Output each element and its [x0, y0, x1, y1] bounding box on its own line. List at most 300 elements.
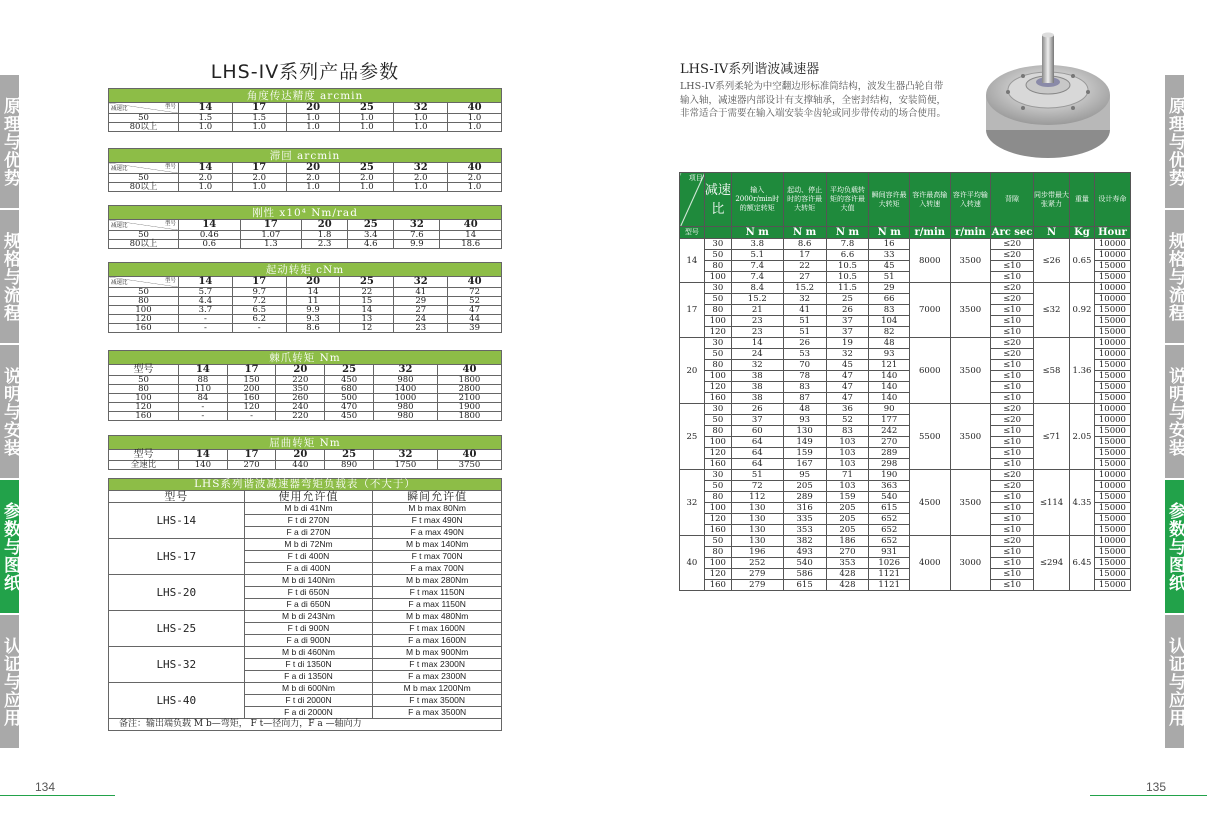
perf-cell: 279 — [731, 580, 783, 591]
life-cell: 15000 — [1094, 272, 1130, 283]
table-cell: 140 — [179, 461, 228, 470]
weight-cell: 2.05 — [1070, 404, 1095, 470]
life-cell: 15000 — [1094, 514, 1130, 525]
backlash-cell: ≤10 — [991, 558, 1034, 569]
perf-cell: 72 — [731, 481, 783, 492]
instant-value: F a max 3500N — [373, 707, 502, 719]
perf-cell: 26 — [826, 305, 869, 316]
table-cell: 160 — [109, 324, 179, 333]
life-cell: 15000 — [1094, 261, 1130, 272]
table-cell: 2.3 — [302, 240, 348, 249]
model-cell: 20 — [680, 338, 705, 404]
perf-cell: 87 — [783, 393, 826, 404]
col-header: 40 — [437, 365, 501, 376]
col-header: 25 — [340, 277, 394, 288]
page-number-right: 135 — [1146, 780, 1167, 794]
table-cell: - — [179, 412, 228, 421]
avg-speed-cell: 3000 — [950, 536, 991, 591]
perf-cell: 252 — [731, 558, 783, 569]
perf-cell: 48 — [783, 404, 826, 415]
perf-cell: 30 — [704, 470, 731, 481]
perf-cell: 80 — [704, 305, 731, 316]
col-header: 14 — [179, 220, 241, 231]
col-header: 40 — [448, 277, 502, 288]
col-header: 20 — [276, 450, 325, 461]
table-cell: 980 — [373, 412, 437, 421]
perf-cell: 100 — [704, 371, 731, 382]
table-cell: 220 — [276, 376, 325, 385]
param-table-title: 起动转矩 cNm — [109, 263, 502, 277]
table-cell: 9.7 — [232, 288, 286, 297]
table-cell: 1.0 — [394, 123, 448, 132]
table-cell: 14 — [286, 288, 340, 297]
perf-cell: 80 — [704, 360, 731, 371]
perf-cell: 14 — [731, 338, 783, 349]
instant-value: M b max 280Nm — [373, 575, 502, 587]
unit-cell: N — [1033, 227, 1069, 239]
perf-cell: 353 — [826, 558, 869, 569]
max-speed-cell: 4500 — [909, 470, 950, 536]
col-header: 14 — [179, 450, 228, 461]
table-cell: 1.0 — [232, 123, 286, 132]
moment-row — [109, 683, 502, 695]
perf-cell: 51 — [869, 272, 910, 283]
life-cell: 15000 — [1094, 371, 1130, 382]
diagonal-header: 型号 减速比 — [111, 104, 176, 112]
perf-cell: 83 — [783, 382, 826, 393]
table-cell: 15 — [340, 297, 394, 306]
table-cell: 88 — [179, 376, 228, 385]
perf-cell: 32 — [731, 360, 783, 371]
perf-cell: 21 — [731, 305, 783, 316]
perf-col-header: 同步带最大张紧力 — [1033, 173, 1069, 227]
product-description: LHS-IV系列柔轮为中空翻边形标准筒结构，波发生器凸轮自带输入轴，减速器内部设计有支撑轴承，全密封结构，安装简便，非常适合于需要在输入端安装伞齿轮或同步带传动的场合使用。 — [680, 81, 947, 119]
perf-cell: 1026 — [869, 558, 910, 569]
perf-cell: 140 — [869, 371, 910, 382]
moment-table-title: LHS系列谐波减速器弯矩负载表（不大于） — [109, 479, 502, 491]
table-cell: 11 — [286, 297, 340, 306]
perf-cell: 17 — [783, 250, 826, 261]
perf-cell: 130 — [731, 514, 783, 525]
backlash-cell: ≤20 — [991, 283, 1034, 294]
perf-cell: 83 — [869, 305, 910, 316]
backlash-cell: ≤10 — [991, 426, 1034, 437]
moment-col-header: 型号 — [109, 491, 245, 503]
col-header: 32 — [373, 450, 437, 461]
perf-cell: 80 — [704, 261, 731, 272]
table-cell: - — [227, 412, 276, 421]
perf-cell: 32 — [783, 294, 826, 305]
table-cell: 47 — [448, 306, 502, 315]
table-cell: 1.8 — [302, 231, 348, 240]
table-row — [109, 461, 502, 470]
param-table — [108, 148, 502, 192]
table-cell: 6.5 — [232, 306, 286, 315]
weight-cell: 1.36 — [1070, 338, 1095, 404]
moment-col-header: 使用允许值 — [244, 491, 373, 503]
belt-force-cell: ≤58 — [1033, 338, 1069, 404]
use-value: F a di 270N — [244, 527, 373, 539]
moment-model: LHS-32 — [109, 647, 245, 683]
table-cell: 220 — [276, 412, 325, 421]
col-header: 32 — [373, 365, 437, 376]
perf-cell: 24 — [731, 349, 783, 360]
table-cell: 50 — [109, 231, 179, 240]
instant-value: F t max 1600N — [373, 623, 502, 635]
param-table — [108, 262, 502, 333]
perf-row — [680, 338, 1131, 349]
perf-cell: 428 — [826, 569, 869, 580]
table-cell: 13 — [340, 315, 394, 324]
table-cell: 1.0 — [394, 183, 448, 192]
perf-cell: 7.8 — [826, 239, 869, 250]
life-cell: 15000 — [1094, 426, 1130, 437]
param-table — [108, 350, 502, 421]
perf-cell: 51 — [783, 327, 826, 338]
param-table — [108, 205, 502, 249]
col-header: 25 — [348, 220, 394, 231]
param-table — [108, 435, 502, 470]
right-page-title: LHS-IV系列谐波减速器 — [680, 62, 820, 77]
instant-value: F t max 2300N — [373, 659, 502, 671]
table-cell: 450 — [325, 376, 374, 385]
col-header: 17 — [232, 163, 286, 174]
table-cell: 9.9 — [394, 240, 440, 249]
perf-cell: 22 — [783, 261, 826, 272]
perf-cell: 1121 — [869, 569, 910, 580]
backlash-cell: ≤10 — [991, 547, 1034, 558]
perf-cell: 120 — [704, 514, 731, 525]
backlash-cell: ≤20 — [991, 239, 1034, 250]
perf-cell: 26 — [783, 338, 826, 349]
max-speed-cell: 7000 — [909, 283, 950, 338]
perf-cell: 428 — [826, 580, 869, 591]
perf-cell: 23 — [731, 327, 783, 338]
table-cell: 1.07 — [240, 231, 302, 240]
perf-cell: 5.1 — [731, 250, 783, 261]
tab-3[interactable]: 说明与安装 — [1165, 345, 1184, 480]
table-cell: 100 — [109, 394, 179, 403]
table-cell: 160 — [109, 412, 179, 421]
perf-col-header: 容许最高输入转速 — [909, 173, 950, 227]
perf-col-header: 背隙 — [991, 173, 1034, 227]
perf-cell: 242 — [869, 426, 910, 437]
instant-value: M b max 900Nm — [373, 647, 502, 659]
moment-model: LHS-25 — [109, 611, 245, 647]
life-cell: 15000 — [1094, 580, 1130, 591]
perf-cell: 100 — [704, 558, 731, 569]
perf-cell: 160 — [704, 580, 731, 591]
table-cell: 120 — [109, 315, 179, 324]
perf-cell: 120 — [704, 327, 731, 338]
life-cell: 10000 — [1094, 283, 1130, 294]
backlash-cell: ≤10 — [991, 261, 1034, 272]
tab-3[interactable]: 说明与安装 — [0, 345, 19, 480]
tab-2[interactable]: 规格与流程 — [1165, 210, 1184, 345]
perf-cell: 93 — [783, 415, 826, 426]
perf-cell: 66 — [869, 294, 910, 305]
table-cell: 1.0 — [286, 114, 340, 123]
perf-cell: 149 — [783, 437, 826, 448]
instant-value: F a max 1150N — [373, 599, 502, 611]
perf-row — [680, 470, 1131, 481]
col-header: 17 — [227, 450, 276, 461]
col-header: 20 — [286, 103, 340, 114]
perf-cell: 11.5 — [826, 283, 869, 294]
perf-cell: 27 — [783, 272, 826, 283]
avg-speed-cell: 3500 — [950, 404, 991, 470]
backlash-cell: ≤10 — [991, 316, 1034, 327]
model-cell: 25 — [680, 404, 705, 470]
table-cell: 980 — [373, 376, 437, 385]
life-cell: 15000 — [1094, 569, 1130, 580]
life-cell: 10000 — [1094, 481, 1130, 492]
use-value: M b di 41Nm — [244, 503, 373, 515]
backlash-cell: ≤10 — [991, 272, 1034, 283]
life-cell: 15000 — [1094, 327, 1130, 338]
table-cell: 2.0 — [340, 174, 394, 183]
moment-model: LHS-14 — [109, 503, 245, 539]
col-header: 14 — [179, 277, 233, 288]
table-row — [109, 324, 502, 333]
perf-cell: 100 — [704, 437, 731, 448]
perf-cell: 10.5 — [826, 272, 869, 283]
backlash-cell: ≤10 — [991, 360, 1034, 371]
instant-value: F t max 3500N — [373, 695, 502, 707]
table-cell: 1.0 — [340, 123, 394, 132]
use-value: M b di 72Nm — [244, 539, 373, 551]
perf-cell: 64 — [731, 448, 783, 459]
perf-cell: 37 — [826, 327, 869, 338]
unit-cell: Kg — [1070, 227, 1095, 239]
table-cell: 1000 — [373, 394, 437, 403]
perf-cell: 53 — [783, 349, 826, 360]
tab-4[interactable]: 参数与图纸 — [1165, 480, 1184, 615]
avg-speed-cell: 3500 — [950, 338, 991, 404]
perf-cell: 205 — [826, 514, 869, 525]
table-cell: 2.0 — [448, 174, 502, 183]
weight-cell: 0.92 — [1070, 283, 1095, 338]
table-cell: 1.0 — [448, 123, 502, 132]
table-cell: 50 — [109, 288, 179, 297]
col-header: 40 — [448, 163, 502, 174]
perf-row — [680, 536, 1131, 547]
table-cell: 1800 — [437, 376, 501, 385]
instant-value: M b max 140Nm — [373, 539, 502, 551]
instant-value: M b max 1200Nm — [373, 683, 502, 695]
perf-cell: 190 — [869, 470, 910, 481]
perf-cell: 120 — [704, 448, 731, 459]
perf-cell: 196 — [731, 547, 783, 558]
perf-cell: 160 — [704, 525, 731, 536]
table-cell: 100 — [109, 306, 179, 315]
backlash-cell: ≤10 — [991, 525, 1034, 536]
perf-cell: 205 — [826, 503, 869, 514]
backlash-cell: ≤10 — [991, 514, 1034, 525]
perf-cell: 6.6 — [826, 250, 869, 261]
perf-cell: 29 — [869, 283, 910, 294]
col-header: 14 — [179, 103, 233, 114]
tab-5[interactable]: 认证与应用 — [1165, 615, 1184, 750]
table-cell: 2.0 — [232, 174, 286, 183]
perf-col-header: 容许平均输入转速 — [950, 173, 991, 227]
perf-cell: 3.8 — [731, 239, 783, 250]
col-header: 20 — [286, 277, 340, 288]
moment-row — [109, 611, 502, 623]
tab-1[interactable]: 原理与优势 — [0, 75, 19, 210]
perf-cell: 15.2 — [783, 283, 826, 294]
backlash-cell: ≤10 — [991, 371, 1034, 382]
perf-cell: 177 — [869, 415, 910, 426]
perf-cell: 279 — [731, 569, 783, 580]
tab-5[interactable]: 认证与应用 — [0, 615, 19, 750]
perf-cell: 103 — [826, 459, 869, 470]
table-row — [109, 231, 502, 240]
perf-cell: 50 — [704, 536, 731, 547]
perf-cell: 50 — [704, 349, 731, 360]
table-cell: - — [179, 315, 233, 324]
backlash-cell: ≤10 — [991, 437, 1034, 448]
belt-force-cell: ≤71 — [1033, 404, 1069, 470]
moment-row — [109, 575, 502, 587]
col-header: 32 — [394, 163, 448, 174]
perf-cell: 130 — [731, 503, 783, 514]
backlash-cell: ≤10 — [991, 382, 1034, 393]
life-cell: 15000 — [1094, 382, 1130, 393]
life-cell: 15000 — [1094, 448, 1130, 459]
perf-cell: 140 — [869, 393, 910, 404]
backlash-cell: ≤10 — [991, 569, 1034, 580]
param-table-title: 角度传达精度 arcmin — [109, 89, 502, 103]
max-speed-cell: 4000 — [909, 536, 950, 591]
weight-cell: 4.35 — [1070, 470, 1095, 536]
tab-2[interactable]: 规格与流程 — [0, 210, 19, 345]
table-cell: 150 — [227, 376, 276, 385]
table-cell: 5.7 — [179, 288, 233, 297]
table-cell: 1.0 — [448, 183, 502, 192]
col-header: 32 — [394, 220, 440, 231]
table-cell: 1750 — [373, 461, 437, 470]
perf-cell: 100 — [704, 503, 731, 514]
perf-cell: 15.2 — [731, 294, 783, 305]
perf-cell: 64 — [731, 437, 783, 448]
table-cell: 1900 — [437, 403, 501, 412]
table-cell: 120 — [227, 403, 276, 412]
table-cell: 14 — [440, 231, 502, 240]
left-page-title: LHS-IV系列产品参数 — [210, 61, 400, 83]
instant-value: F t max 1150N — [373, 587, 502, 599]
perf-cell: 120 — [704, 569, 731, 580]
page-number-left: 134 — [35, 780, 56, 794]
perf-row — [680, 283, 1131, 294]
tab-4[interactable]: 参数与图纸 — [0, 480, 19, 615]
perf-cell: 130 — [783, 426, 826, 437]
table-cell: 160 — [227, 394, 276, 403]
table-cell: 2.0 — [286, 174, 340, 183]
perf-cell: 80 — [704, 492, 731, 503]
table-row — [109, 123, 502, 132]
perf-cell: 186 — [826, 536, 869, 547]
performance-table — [679, 172, 1131, 591]
life-cell: 15000 — [1094, 360, 1130, 371]
table-cell: 29 — [394, 297, 448, 306]
model-cell: 14 — [680, 239, 705, 283]
perf-cell: 615 — [869, 503, 910, 514]
table-cell: 1.0 — [286, 123, 340, 132]
model-cell: 32 — [680, 470, 705, 536]
table-cell: 890 — [325, 461, 374, 470]
perf-cell: 19 — [826, 338, 869, 349]
use-value: F t di 1350N — [244, 659, 373, 671]
perf-cell: 33 — [869, 250, 910, 261]
use-value: F t di 650N — [244, 587, 373, 599]
perf-cell: 30 — [704, 239, 731, 250]
model-cell: 40 — [680, 536, 705, 591]
table-cell: 39 — [448, 324, 502, 333]
backlash-cell: ≤20 — [991, 294, 1034, 305]
table-cell: 6.2 — [232, 315, 286, 324]
table-cell: 50 — [109, 114, 179, 123]
model-label: 型号 — [133, 449, 154, 460]
table-cell: 2.0 — [179, 174, 233, 183]
perf-cell: 45 — [869, 261, 910, 272]
col-header: 17 — [240, 220, 302, 231]
backlash-cell: ≤20 — [991, 349, 1034, 360]
instant-value: F a max 1600N — [373, 635, 502, 647]
table-cell: 470 — [325, 403, 374, 412]
instant-value: F t max 700N — [373, 551, 502, 563]
col-header: 32 — [394, 277, 448, 288]
diagonal-header: 型号 减速比 — [111, 164, 176, 172]
perf-cell: 51 — [731, 470, 783, 481]
moment-col-header: 瞬间允许值 — [373, 491, 502, 503]
backlash-cell: ≤10 — [991, 393, 1034, 404]
perf-cell: 30 — [704, 404, 731, 415]
life-cell: 10000 — [1094, 536, 1130, 547]
perf-cell: 16 — [869, 239, 910, 250]
perf-cell: 100 — [704, 316, 731, 327]
unit-cell: N m — [869, 227, 910, 239]
table-row — [109, 240, 502, 249]
backlash-cell: ≤20 — [991, 470, 1034, 481]
perf-cell: 47 — [826, 382, 869, 393]
perf-cell: 48 — [869, 338, 910, 349]
perf-cell: 167 — [783, 459, 826, 470]
life-cell: 15000 — [1094, 305, 1130, 316]
life-cell: 10000 — [1094, 404, 1130, 415]
use-value: F a di 2000N — [244, 707, 373, 719]
perf-cell: 26 — [731, 404, 783, 415]
use-value: F a di 650N — [244, 599, 373, 611]
perf-cell: 652 — [869, 536, 910, 547]
life-cell: 15000 — [1094, 503, 1130, 514]
perf-cell: 270 — [826, 547, 869, 558]
perf-col-header: 瞬间容许最大转矩 — [869, 173, 910, 227]
param-table-title: 棘爪转矩 Nm — [109, 351, 502, 365]
table-cell: 80以上 — [109, 183, 179, 192]
perf-col-header: 减速比 — [704, 173, 731, 227]
tab-1[interactable]: 原理与优势 — [1165, 75, 1184, 210]
perf-cell: 540 — [869, 492, 910, 503]
perf-cell: 80 — [704, 547, 731, 558]
backlash-cell: ≤10 — [991, 305, 1034, 316]
max-speed-cell: 8000 — [909, 239, 950, 283]
perf-cell: 130 — [731, 536, 783, 547]
unit-cell: r/min — [950, 227, 991, 239]
use-value: M b di 460Nm — [244, 647, 373, 659]
table-cell: 72 — [448, 288, 502, 297]
table-cell: 270 — [227, 461, 276, 470]
